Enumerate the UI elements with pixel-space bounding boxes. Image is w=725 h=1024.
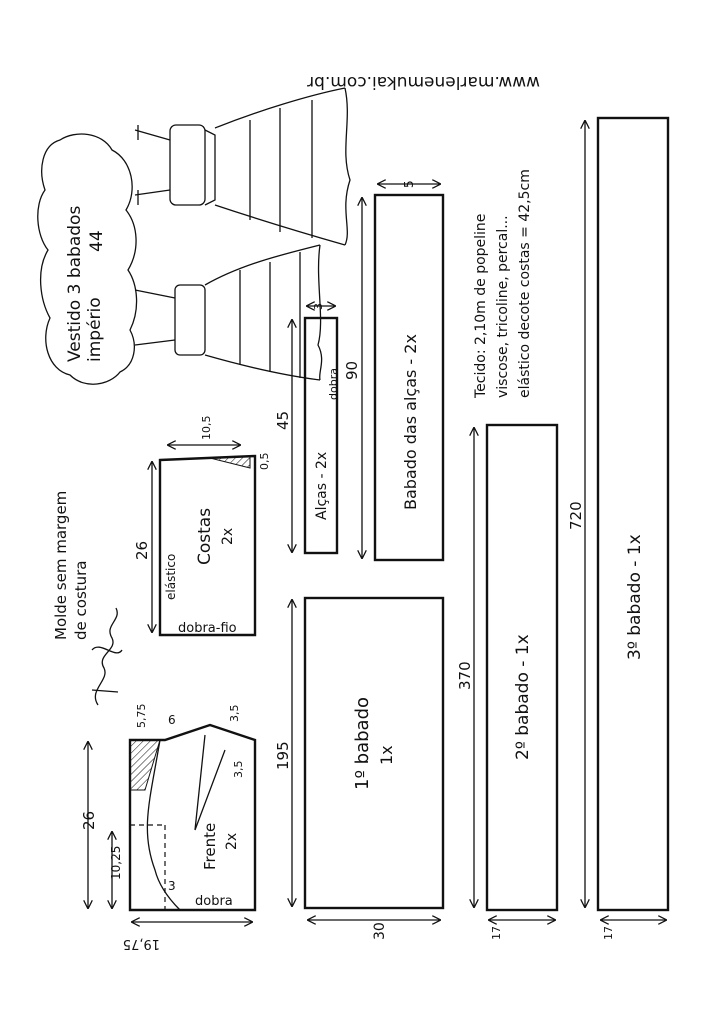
front-dim-top: 5,75 (135, 703, 148, 728)
note-line1: Molde sem margem (52, 490, 70, 640)
piece-front (80, 704, 255, 952)
ruffle3-length: 720 (567, 501, 585, 530)
back-height: 26 (133, 540, 151, 560)
signature (92, 608, 122, 705)
front-name: Frente (201, 822, 219, 870)
front-dim-bottom: 3 (168, 879, 176, 893)
title-line2: império (85, 297, 105, 362)
title-size: 44 (87, 230, 107, 252)
front-height: 26 (80, 810, 98, 830)
piece-ruffle-2 (456, 425, 557, 940)
strap-ruffle-width: 5 (402, 180, 416, 188)
back-qty: 2x (220, 527, 236, 545)
straps-fold: dobra (327, 368, 340, 400)
straps-length: 45 (274, 410, 292, 430)
fabric-line2: viscose, tricoline, percal... (495, 215, 511, 398)
title-block (65, 206, 107, 362)
piece-ruffle-3 (567, 118, 668, 940)
ruffle3-name: 3º babado - 1x (625, 534, 645, 660)
back-name: Costas (195, 507, 215, 565)
ruffle2-length: 370 (456, 661, 474, 690)
piece-ruffle-1 (274, 598, 443, 940)
back-dim-top: 10,5 (200, 415, 213, 440)
back-elastic: elástico (164, 553, 178, 600)
title-line1: Vestido 3 babados (65, 205, 85, 362)
straps-name: Alças - 2x (314, 451, 330, 520)
piece-strap-ruffle (343, 180, 443, 560)
back-fold: dobra-fio (178, 621, 237, 636)
ruffle1-width: 30 (372, 922, 388, 940)
ruffle2-width: 17 (490, 926, 503, 940)
piece-back (133, 416, 271, 637)
front-dim-edge: 3,5 (228, 704, 241, 722)
ruffle2-name: 2º babado - 1x (513, 634, 533, 760)
fabric-line3: elástico decote costas = 42,5cm (517, 169, 533, 398)
website-url: www.marlenemukai.com.br (307, 72, 540, 92)
ruffle1-name: 1º babado (352, 696, 373, 790)
dress-sketch-front (135, 245, 322, 380)
back-dim-side: 0,5 (258, 452, 271, 470)
ruffle1-length: 195 (274, 741, 292, 770)
strap-ruffle-name: Babado das alças - 2x (401, 334, 420, 510)
strap-ruffle-length: 90 (343, 360, 361, 380)
ruffle1-qty: 1x (377, 745, 396, 765)
piece-straps (274, 303, 340, 553)
note-line2: de costura (72, 560, 90, 640)
ruffle3-width: 17 (602, 926, 615, 940)
front-dim-dart: 3,5 (232, 760, 245, 778)
straps-width: 3 (312, 303, 325, 310)
front-fold: dobra (195, 894, 233, 909)
front-dim-strap: 6 (168, 713, 176, 727)
fabric-line1: Tecido: 2,10m de popeline (473, 213, 489, 398)
pattern-note (52, 491, 90, 640)
front-dim-low: 10,25 (109, 845, 123, 880)
dress-sketch-back (135, 88, 350, 245)
fabric-info (473, 169, 533, 399)
front-qty: 2x (224, 832, 240, 850)
front-width: 19,75 (122, 936, 160, 951)
